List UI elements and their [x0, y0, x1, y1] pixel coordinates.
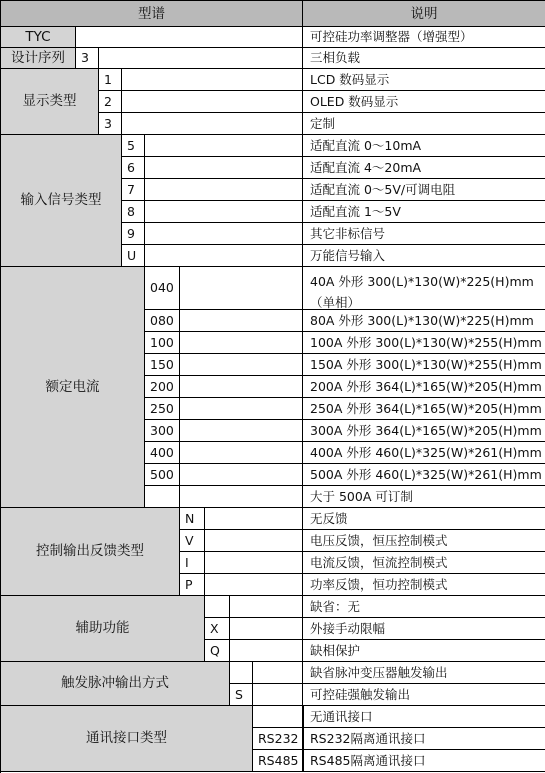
blank-cell — [145, 201, 303, 223]
current-code: 200 — [145, 376, 180, 398]
input-code: 7 — [122, 179, 145, 201]
series-desc: 三相负载 — [303, 48, 545, 69]
current-code: 150 — [145, 354, 180, 376]
input-desc: 适配直流 4～20mA — [303, 157, 545, 179]
input-code: U — [122, 245, 145, 267]
blank-cell — [145, 245, 303, 267]
series-label: 设计序列 — [1, 48, 76, 69]
current-desc: 100A 外形 300(L)*130(W)*255(H)mm — [303, 332, 545, 354]
current-label: 额定电流 — [1, 267, 145, 508]
trigger-code — [230, 662, 253, 684]
feedback-code: N — [180, 508, 205, 530]
blank-cell — [205, 552, 303, 574]
comm-label: 通讯接口类型 — [1, 706, 253, 772]
input-code: 5 — [122, 135, 145, 157]
current-code: 250 — [145, 398, 180, 420]
blank-cell — [180, 310, 303, 332]
feedback-desc: 无反馈 — [303, 508, 545, 530]
model-header: 型谱 — [1, 1, 303, 27]
input-code: 9 — [122, 223, 145, 245]
display-desc: LCD 数码显示 — [303, 69, 545, 91]
feedback-code: P — [180, 574, 205, 596]
input-code: 6 — [122, 157, 145, 179]
trigger-desc: 缺省脉冲变压器触发输出 — [303, 662, 545, 684]
blank-cell — [122, 69, 303, 91]
aux-desc: 缺相保护 — [303, 640, 545, 662]
input-desc: 适配直流 0～10mA — [303, 135, 545, 157]
current-desc: 250A 外形 364(L)*165(W)*205(H)mm — [303, 398, 545, 420]
input-label: 输入信号类型 — [1, 135, 122, 267]
blank-cell — [180, 332, 303, 354]
current-desc: 大于 500A 可订制 — [303, 486, 545, 508]
comm-code: RS232 — [253, 728, 303, 750]
feedback-label: 控制输出反馈类型 — [1, 508, 180, 596]
current-code: 080 — [145, 310, 180, 332]
aux-code — [205, 596, 230, 618]
current-desc: 200A 外形 364(L)*165(W)*205(H)mm — [303, 376, 545, 398]
current-code: 500 — [145, 464, 180, 486]
display-code: 1 — [99, 69, 122, 91]
current-desc: 500A 外形 460(L)*325(W)*261(H)mm — [303, 464, 545, 486]
blank-cell — [180, 267, 303, 310]
blank-cell — [253, 662, 303, 684]
display-label: 显示类型 — [1, 69, 99, 135]
blank-cell — [180, 376, 303, 398]
feedback-code: V — [180, 530, 205, 552]
current-code — [145, 486, 180, 508]
blank-cell — [145, 223, 303, 245]
aux-desc: 缺省：无 — [303, 596, 545, 618]
current-desc: 40A 外形 300(L)*130(W)*225(H)mm（单相） — [303, 267, 545, 310]
blank-cell — [230, 596, 303, 618]
blank-cell — [180, 420, 303, 442]
blank-cell — [230, 618, 303, 640]
input-desc: 适配直流 0～5V/可调电阻 — [303, 179, 545, 201]
series-code: 3 — [76, 48, 99, 69]
blank-cell — [180, 442, 303, 464]
current-code: 040 — [145, 267, 180, 310]
current-code: 100 — [145, 332, 180, 354]
blank-cell — [76, 27, 303, 48]
trigger-desc: 可控硅强触发输出 — [303, 684, 545, 706]
current-desc: 150A 外形 300(L)*130(W)*255(H)mm — [303, 354, 545, 376]
input-desc: 其它非标信号 — [303, 223, 545, 245]
comm-desc: RS232隔离通讯接口 — [303, 728, 545, 750]
model-prefix-desc: 可控硅功率调整器（增强型） — [303, 27, 545, 48]
feedback-desc: 功率反馈，恒功控制模式 — [303, 574, 545, 596]
comm-desc: RS485隔离通讯接口 — [303, 750, 545, 772]
aux-code: X — [205, 618, 230, 640]
aux-label: 辅助功能 — [1, 596, 205, 662]
current-desc: 80A 外形 300(L)*130(W)*225(H)mm — [303, 310, 545, 332]
aux-desc: 外接手动限幅 — [303, 618, 545, 640]
blank-cell — [205, 508, 303, 530]
blank-cell — [122, 91, 303, 113]
display-desc: 定制 — [303, 113, 545, 135]
blank-cell — [180, 486, 303, 508]
blank-cell — [122, 113, 303, 135]
comm-code: RS485 — [253, 750, 303, 772]
feedback-desc: 电压反馈，恒压控制模式 — [303, 530, 545, 552]
feedback-code: I — [180, 552, 205, 574]
current-desc: 400A 外形 460(L)*325(W)*261(H)mm — [303, 442, 545, 464]
trigger-label: 触发脉冲输出方式 — [1, 662, 230, 706]
current-code: 400 — [145, 442, 180, 464]
current-desc: 300A 外形 364(L)*165(W)*205(H)mm — [303, 420, 545, 442]
blank-cell — [180, 354, 303, 376]
blank-cell — [205, 574, 303, 596]
blank-cell — [180, 464, 303, 486]
blank-cell — [180, 398, 303, 420]
input-desc: 万能信号输入 — [303, 245, 545, 267]
feedback-desc: 电流反馈，恒流控制模式 — [303, 552, 545, 574]
blank-cell — [145, 179, 303, 201]
input-desc: 适配直流 1～5V — [303, 201, 545, 223]
display-code: 3 — [99, 113, 122, 135]
display-desc: OLED 数码显示 — [303, 91, 545, 113]
blank-cell — [145, 157, 303, 179]
comm-desc: 无通讯接口 — [303, 706, 545, 728]
trigger-code: S — [230, 684, 253, 706]
description-header: 说明 — [303, 1, 545, 27]
aux-code: Q — [205, 640, 230, 662]
current-code: 300 — [145, 420, 180, 442]
input-code: 8 — [122, 201, 145, 223]
model-prefix-code: TYC — [1, 27, 76, 48]
comm-code — [253, 706, 303, 728]
blank-cell — [253, 684, 303, 706]
display-code: 2 — [99, 91, 122, 113]
blank-cell — [99, 48, 303, 69]
blank-cell — [205, 530, 303, 552]
blank-cell — [230, 640, 303, 662]
blank-cell — [145, 135, 303, 157]
